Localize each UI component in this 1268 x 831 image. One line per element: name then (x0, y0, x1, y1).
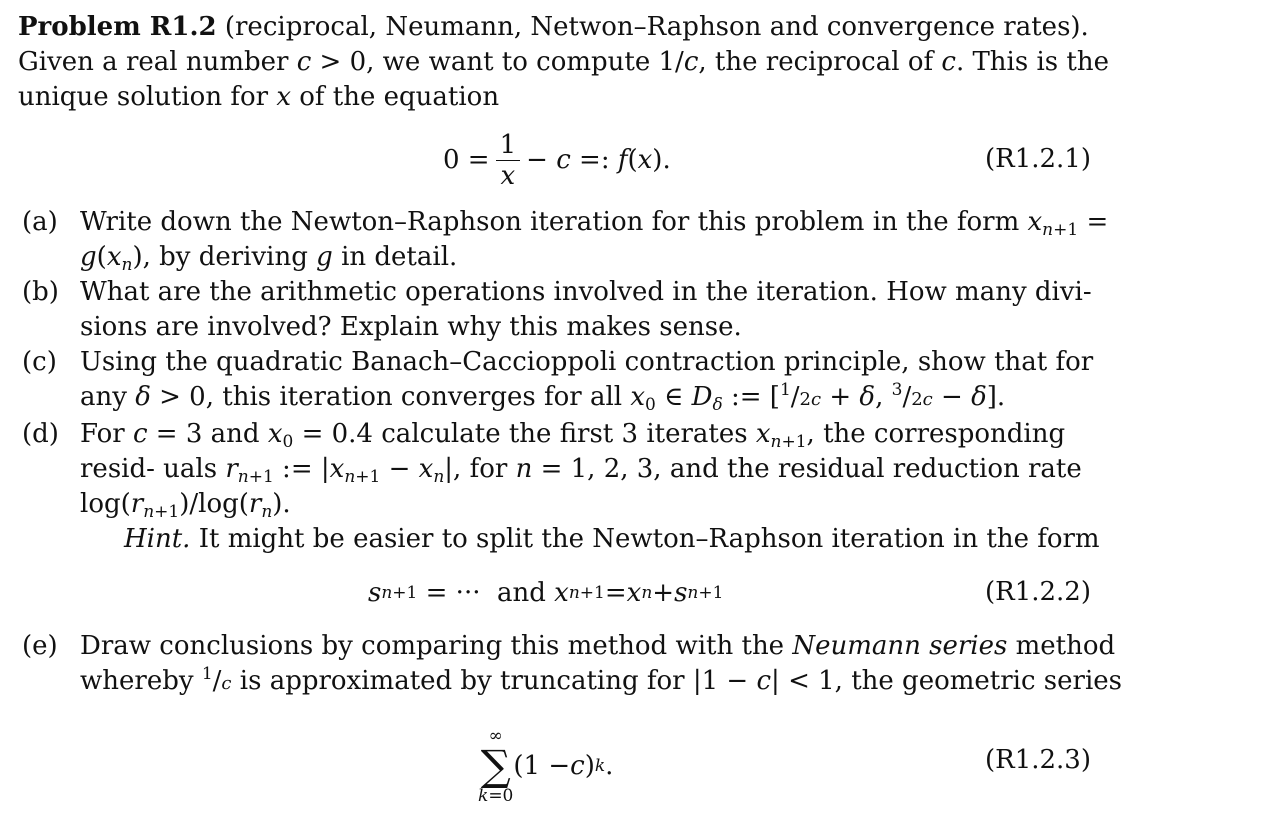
item-d-text-4: the corresponding resid- uals (80, 419, 1066, 484)
sub-question-list (18, 205, 1148, 557)
item-d-text-3: calculate the first 3 iterates (381, 419, 748, 449)
intro-text-4: This is the unique solution for (18, 47, 1109, 112)
item-c-text-2: this iteration converges for all (222, 382, 623, 412)
item-d-text-1: For (80, 419, 125, 449)
item-e-text-4: the geometric series (851, 666, 1122, 696)
intro-text-2: we want to compute (382, 47, 651, 77)
hint-text: It might be easier to split the Newton–Raphson iteration in the form (198, 524, 1100, 554)
item-e-text-3: is approximated by truncating for (239, 666, 685, 696)
item-e-emphasis: Neumann series (792, 631, 1008, 661)
problem-subtitle: (reciprocal, Neumann, Netwon–Raphson and convergence rates). (224, 12, 1089, 42)
item-d-text-5: for (469, 454, 508, 484)
sub-question-d: (d) For c = 3 and $x_0 = 0.4$ calculate the first 3 iterates $x_{n+1}$, the corresponding resid- uals $r_{n+1}$ := $|x_{n+1} - x_n|$, for n = 1, 2, 3, and the residual reduction rate $\log(r_{n+1})/\log(r_n)$. Hint. It might be easier to split the Newton–Raphson iteration in the form (18, 417, 1148, 557)
fraction-one-over-x: $\frac{1}{x}$ (496, 130, 521, 191)
hint-line (18, 522, 1148, 557)
sub-question-e: (e) Draw conclusions by comparing this method with the Neumann series method whereby $^1$/c is approximated by truncating for |1 − c| < 1, the geometric series (22, 631, 1122, 696)
item-label-d: (d) (22, 419, 59, 449)
item-a-text-1: Write down the Newton–Raphson iteration for this problem in the form (80, 207, 1020, 237)
item-label-c: (c) (22, 347, 57, 377)
hint-label: Hint. (124, 524, 191, 554)
item-d-text-6: and the residual reduction rate (669, 454, 1082, 484)
intro-given: Given (18, 47, 94, 77)
problem-title: Problem R1.2 (18, 12, 217, 42)
eq2-and: and (497, 577, 546, 608)
equation-r1-2-3: ∞ ∑ k=0 (1 − c ) k . (R1.2.3) (478, 726, 1091, 806)
item-e-text-2: method whereby (80, 631, 1116, 696)
item-b-text-1: What are the arithmetic operations involved in the iteration. How many divi- sions are involved? Explain why this makes sense. (80, 277, 1092, 342)
problem-statement: Problem R1.2 (reciprocal, Neumann, Netwon–Raphson and convergence rates). Given a real number c > 0, we want to compute 1/c, the reciprocal of c. This is the unique solution for x of the equation (18, 12, 1109, 112)
sub-question-list-continued (18, 629, 1148, 701)
equation-r1-2-1: 0 = $\frac{1}{x}$ − c =: f ( x ). (R1.2.1) (443, 129, 1091, 191)
item-d-text-2: and (210, 419, 260, 449)
item-label-e: (e) (22, 631, 58, 661)
intro-text-3: the reciprocal of (714, 47, 934, 77)
summation-symbol: ∞ ∑ k=0 (478, 726, 514, 806)
item-a-text-3: in detail. (341, 242, 458, 272)
intro-text-1: a real number (102, 47, 289, 77)
item-label-b: (b) (22, 277, 59, 307)
item-label-a: (a) (22, 207, 58, 237)
intro-text-5: of the equation (299, 82, 500, 112)
equation-number-1: (R1.2.1) (984, 144, 1091, 174)
sub-question-a: (a) Write down the Newton–Raphson iteration for this problem in the form $x_{n+1} = g(x_n)$, by deriving g in detail. (22, 207, 1109, 275)
problem-page (18, 10, 1248, 831)
equation-number-3: (R1.2.3) (984, 745, 1091, 775)
sub-question-b (18, 275, 1148, 345)
item-a-text-2: by deriving (159, 242, 308, 272)
item-e-text-1: Draw conclusions by comparing this method with the (80, 631, 785, 661)
equation-r1-2-2: s n+1 = ··· and x n+1 = x n + s n+1 (R1.2.2) (18, 557, 1133, 629)
item-c-text-1: Using the quadratic Banach–Caccioppoli contraction principle, show that for any (80, 347, 1094, 412)
sub-question-c: (c) Using the quadratic Banach–Caccioppoli contraction principle, show that for any δ > 0, this iteration converges for all $x_0$ ∈ $D_\delta$ := [$^1$/2c + δ, $^3$/2c − δ]. (22, 347, 1094, 415)
equation-number-2: (R1.2.2) (984, 577, 1091, 607)
